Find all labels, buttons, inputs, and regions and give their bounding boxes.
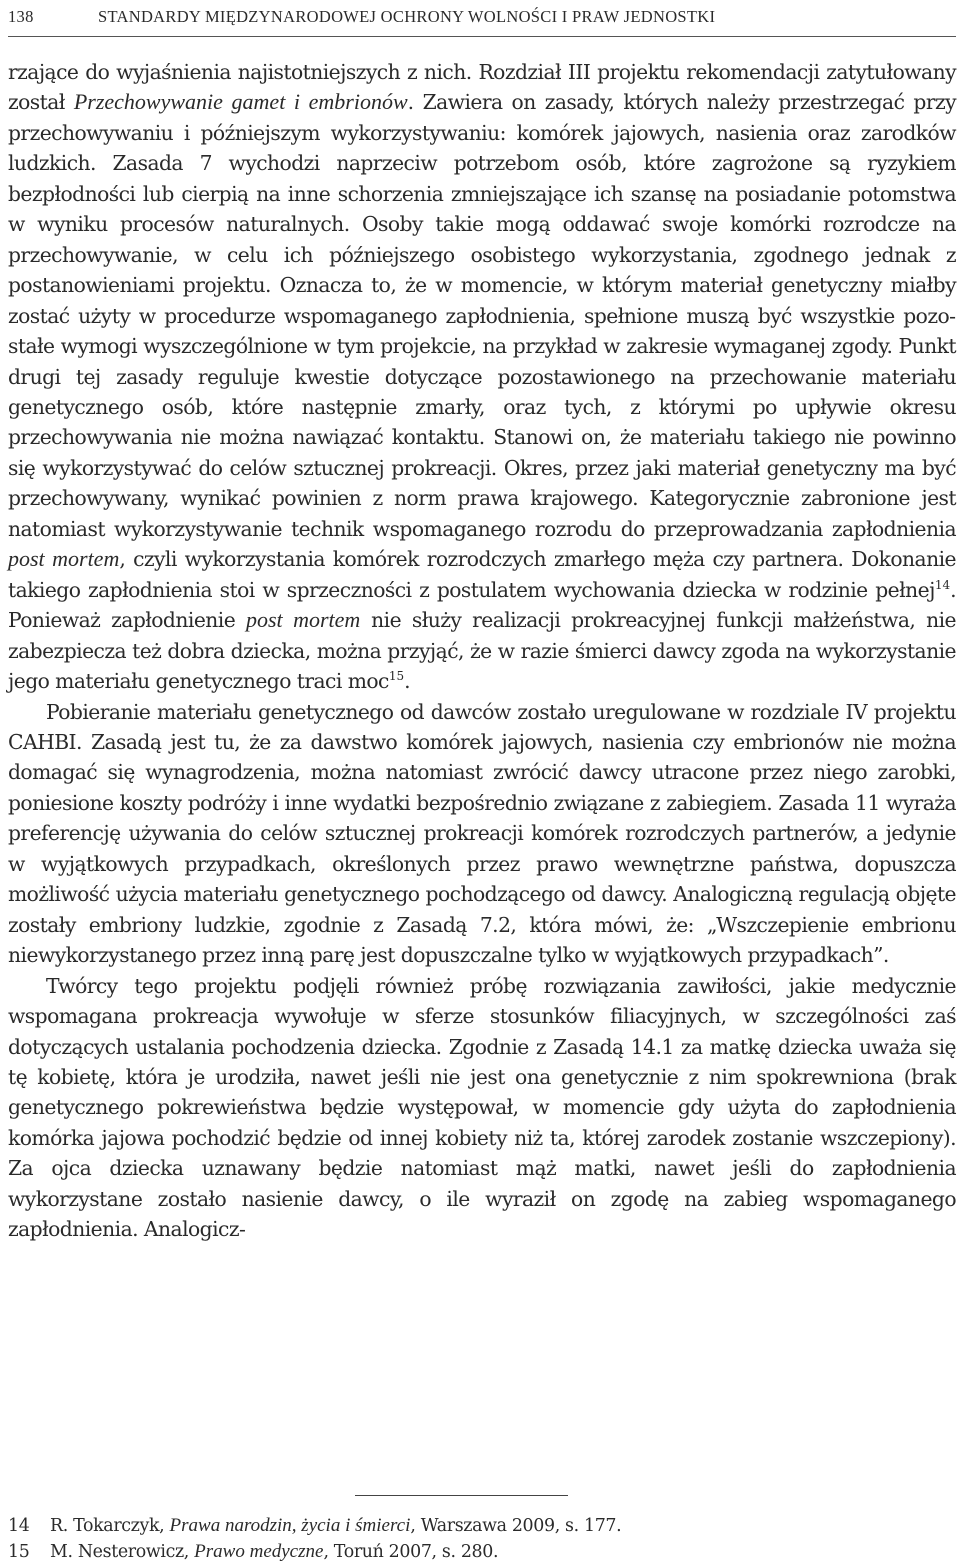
footnote-text	[50, 1513, 621, 1539]
footnote-reference: 14	[934, 577, 951, 592]
header-rule	[8, 36, 956, 37]
paragraph	[8, 57, 956, 697]
footnote-number: 14	[8, 1516, 30, 1536]
footnote-text-part: , Warszawa 2009, s. 177.	[410, 1516, 622, 1536]
italic-text: Prawo medyczne	[194, 1541, 324, 1562]
italic-text: post mortem	[246, 607, 361, 633]
body-text	[8, 57, 956, 1245]
paragraph-text: Twórcy tego projektu podjęli również próbę rozwiązania zawiłości, jakie medycznie wspomagana prokreacja wywołuje w sferze stosunków filiacyjnych, w szczególności zaś dotyczących ustalania pochodzenia dziecka. Zgodnie z Zasadą 14.1 za matkę dziecka uważa się tę kobietę, która je urodziła, nawet jeśli nie jest ona genetycznie z nim spokrewniona (brak genetycznego pokrewieństwa będzie występował, w momencie gdy użyta do zapłodnienia komórka jajowa pochodzić będzie od innej kobiety niż ta, której zarodek zostanie wszczepiony). Za ojca dziecka uznawany będzie natomiast mąż matki, nawet jeśli do zapłodnienia wykorzystane zostało nasienie dawcy, o ile wyraził on zgodę na zabieg wspomaganego zapłodnienia. Analogicz-	[8, 973, 956, 1242]
italic-text: post mortem	[8, 546, 120, 572]
page-number: 138	[8, 7, 34, 26]
paragraph-text: , czyli wykorzystania komórek rozrodczych zmarłego męża czy partnera. Dokonanie takiego zapłodnienia stoi w sprzeczności z postulatem wychowania dziecka w rodzinie pełnej	[8, 547, 956, 602]
footnote	[8, 1513, 956, 1539]
italic-text: Przechowywanie gamet i embrionów	[73, 89, 408, 115]
footnote-text-part: M. Nesterowicz,	[50, 1542, 195, 1562]
italic-text: Prawa narodzin, życia i śmierci	[169, 1515, 411, 1536]
paragraph-text: .	[404, 669, 411, 694]
paragraph-text: . Zawiera on zasady, których należy przestrzegać przy przechowywaniu i późniejszym wykorzystywaniu: komórek jajowych, nasienia oraz zarodków ludzkich. Zasada 7 wychodzi naprzeciw potrzebom osób, które zagrożone są ryzykiem bezpłodności lub cierpią na inne schorzenia zmniejszające ich szansę na posiadanie potomstwa w wyniku procesów naturalnych. Osoby takie mogą oddawać swoje komórki rozrodcze na przechowywanie, w celu ich późniejszego osobistego wykorzystania, zgodnego jednak z postanowieniami projektu. Oznacza to, że w momencie, w którym materiał genetyczny miałby zostać użyty w procedurze wspomaganego zapłodnienia, spełnione muszą być wszystkie pozostałe wymogi wyszczególnione w tym projekcie, na przykład w zakresie wymaganej zgody. Punkt drugi tej zasady reguluje kwestie dotyczące pozostawionego na przechowanie materiału genetycznego osób, które następnie zmarły, oraz tych, z którymi po upływie okresu przechowywania nie można nawiązać kontaktu. Stanowi on, że materiału takiego nie powinno się wykorzystywać do celów sztucznej prokreacji. Okres, przez jaki materiał genetyczny ma być przechowywany, wynikać powinien z norm prawa krajowego. Kategorycznie zabronione jest natomiast wykorzystywanie technik wspomaganego rozrodu do przeprowadzania zapłodnienia	[8, 90, 957, 541]
paragraph-text: rzające do wyjaśnienia najistotniejszych z nich. Rozdział III projektu rekomendacji zatytułowany został	[8, 60, 956, 115]
footnote-text	[50, 1539, 498, 1565]
running-header	[8, 2, 956, 32]
paragraph-text: nie służy realizacji prokreacyjnej funkcji małżeństwa, nie zabezpiecza też dobra dziecka, można przyjąć, że w razie śmierci dawcy zgoda na wykorzystanie jego materiału genetycznego traci moc	[8, 608, 956, 694]
paragraph-text: . Ponieważ zapłodnienie	[8, 577, 956, 633]
footnote-number: 15	[8, 1542, 30, 1562]
paragraph-text: Pobieranie materiału genetycznego od dawców zostało uregulowane w rozdziale IV projektu CAHBI. Zasadą jest tu, że za dawstwo komórek jajowych, nasienia czy embrionów nie można domagać się wynagrodzenia, można natomiast zwrócić dawcy utracone przez niego zarobki, poniesione koszty podróży i inne wydatki bezpośrednio związane z zabiegiem. Zasada 11 wyraża preferencję używania do celów sztucznej prokreacji komórek rozrodczych partnerów, a jedynie w wyjątkowych przypadkach, określonych przez prawo wewnętrzne państwa, dopuszcza możliwość użycia materiału genetycznego pochodzącego od dawcy. Analogiczną regulacją objęte zostały embriony ludzkie, zgodnie z Zasadą 7.2, która mówi, że: „Wszczepienie embrionu niewykorzystanego przez inną parę jest dopuszczalne tylko w wyjątkowych przypadkach”.	[8, 699, 956, 968]
document-page	[8, 0, 956, 1565]
running-title: STANDARDY MIĘDZYNARODOWEJ OCHRONY WOLNOŚCI I PRAW JEDNOSTKI	[98, 7, 716, 26]
paragraph	[8, 697, 956, 971]
footnotes	[8, 1513, 956, 1565]
footnote-text-part: , Toruń 2007, s. 280.	[323, 1542, 499, 1562]
footnote-text-part: R. Tokarczyk,	[50, 1516, 170, 1536]
footnote-separator	[355, 1495, 568, 1496]
footnote	[8, 1539, 956, 1565]
footnote-reference: 15	[388, 669, 405, 684]
paragraph	[8, 971, 956, 1245]
